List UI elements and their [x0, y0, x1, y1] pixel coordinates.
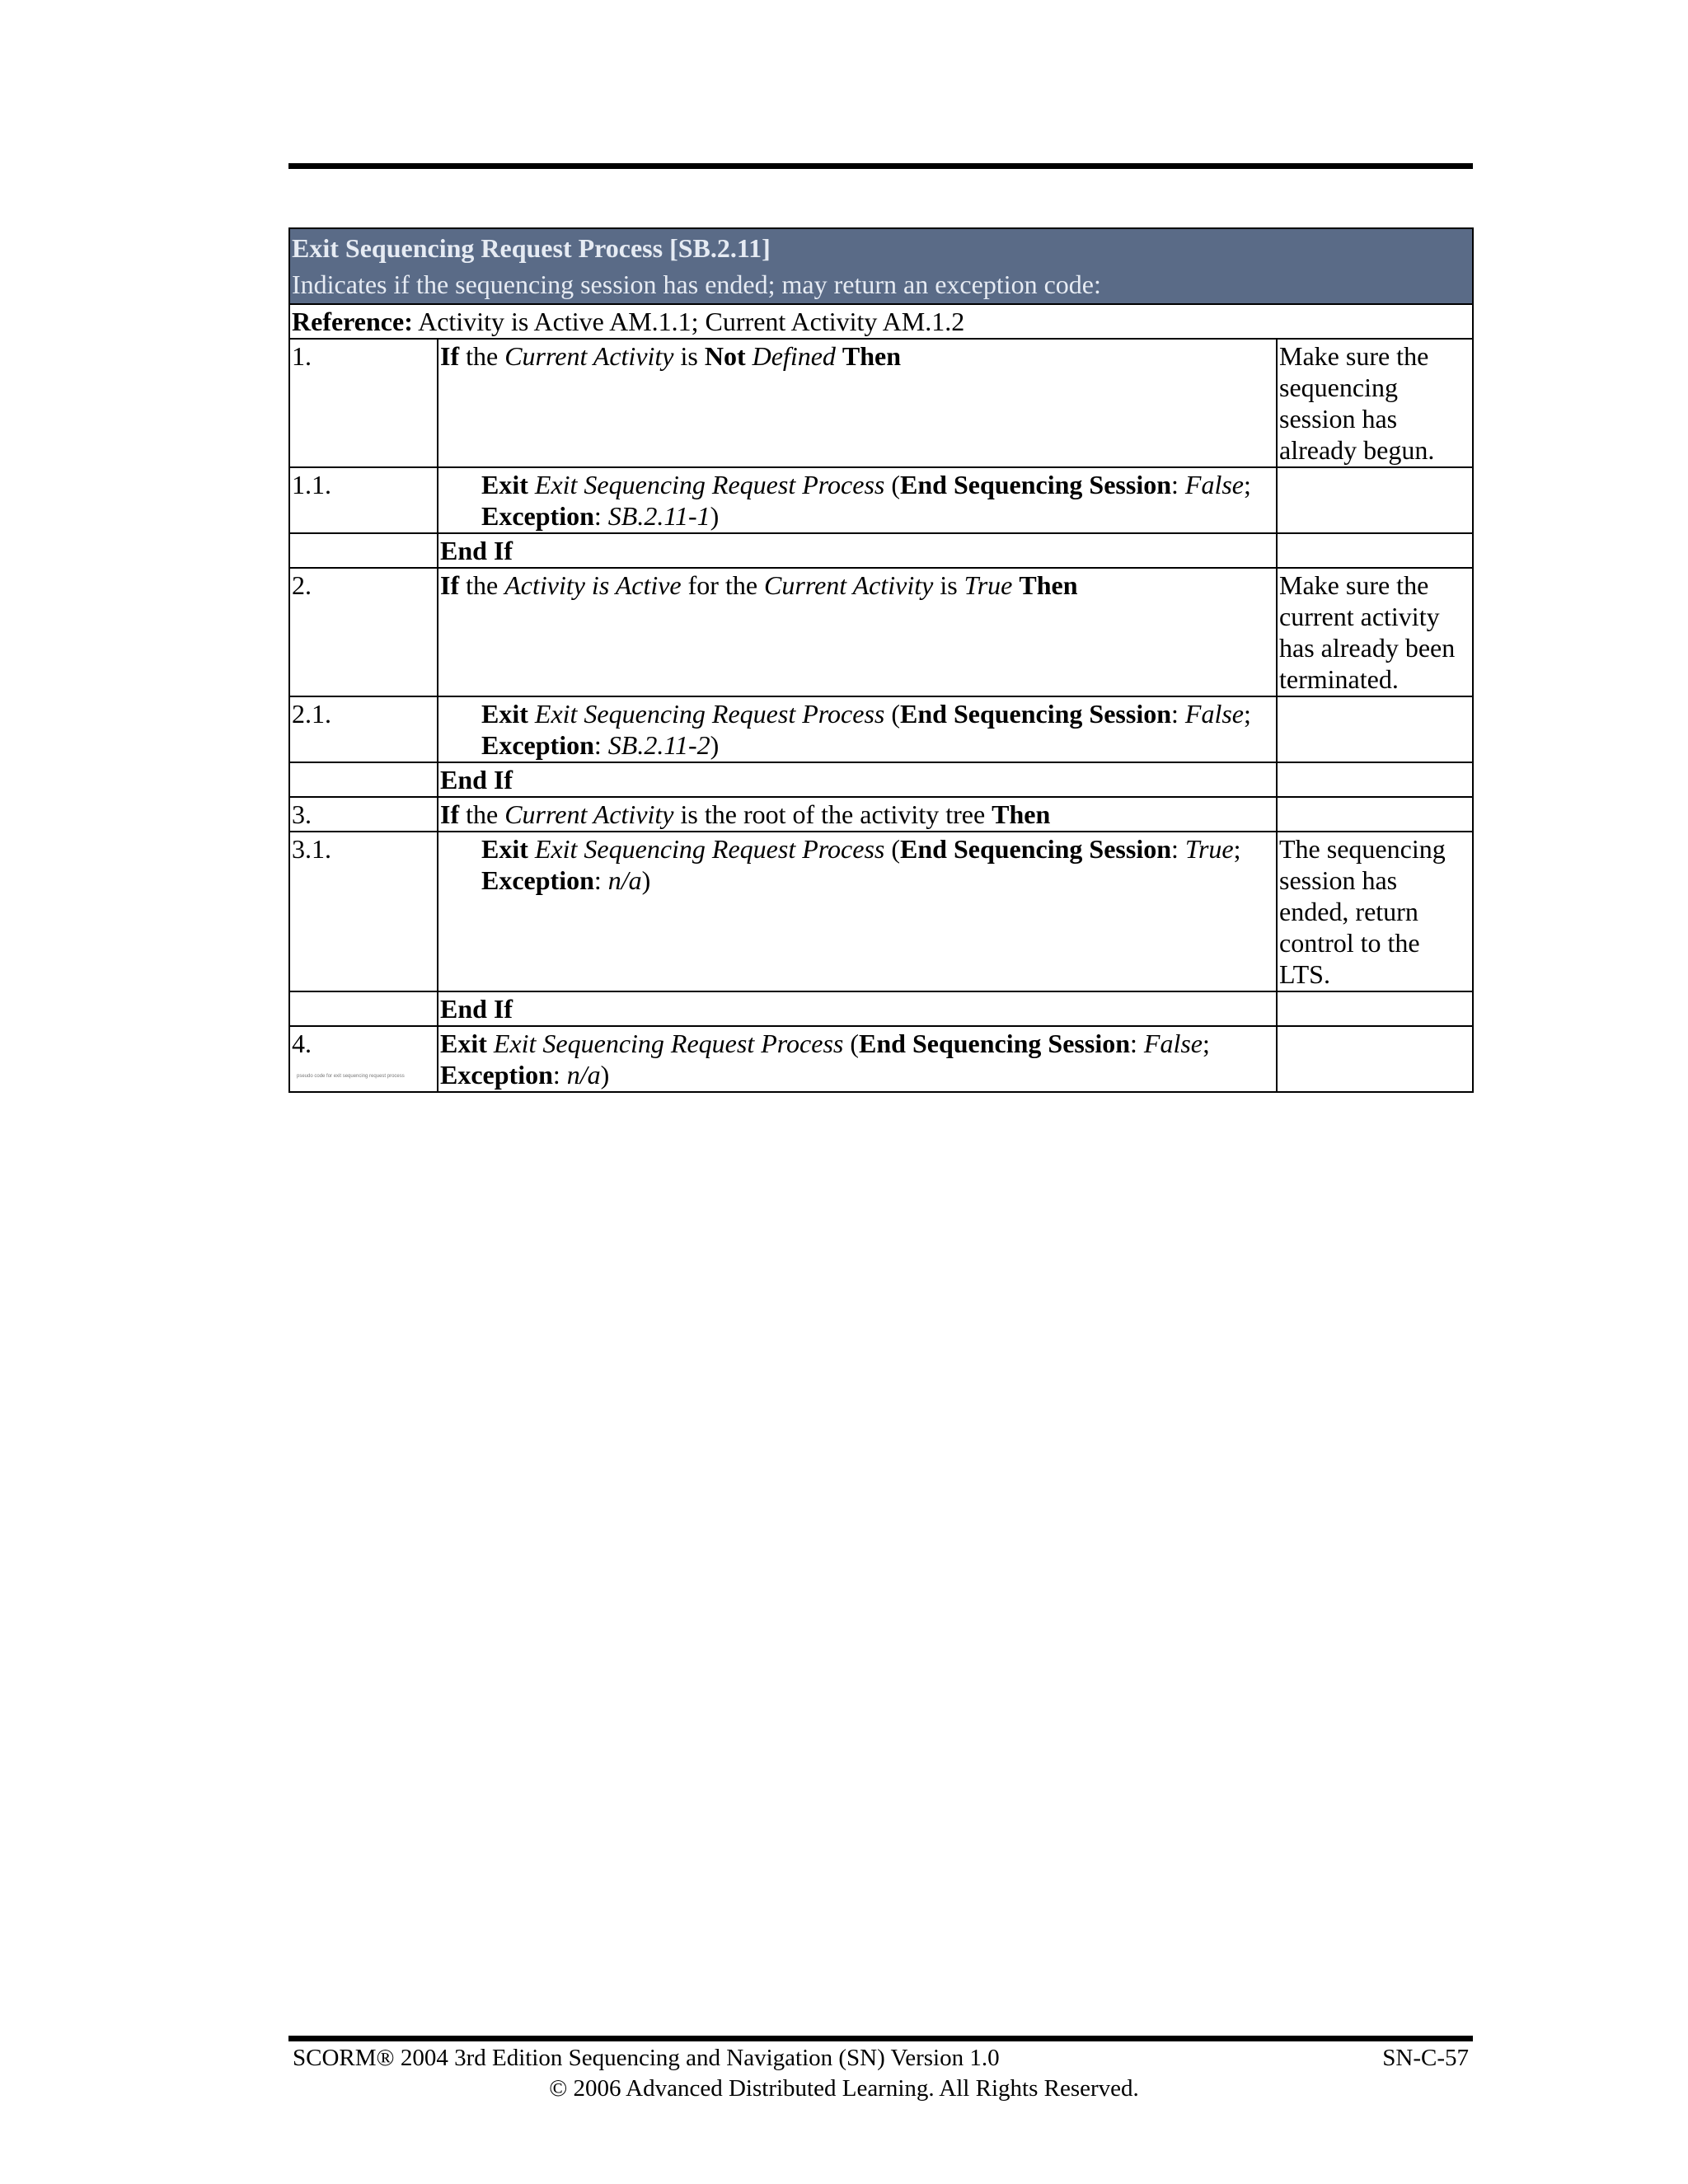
step-number: 1.: [289, 339, 438, 467]
step-text: If the Current Activity is the root of the activity tree Then: [438, 797, 1277, 832]
step-number: 1.1.: [289, 467, 438, 533]
table-row: [289, 762, 1473, 797]
step-note: [1277, 991, 1473, 1026]
header-row: [289, 228, 1473, 304]
process-description: Indicates if the sequencing session has ended; may return an exception code:: [292, 269, 1101, 299]
step-note: [1277, 696, 1473, 762]
exit-sequencing-request-process-table: [288, 227, 1474, 1093]
step-text: If the Current Activity is Not Defined Then: [438, 339, 1277, 467]
footer-page-number: SN-C-57: [1382, 2045, 1469, 2071]
step-text: End If: [438, 533, 1277, 568]
step-number: 4.: [289, 1026, 438, 1092]
reference-text: Activity is Active AM.1.1; Current Activity AM.1.2: [412, 307, 965, 336]
bottom-rule: [288, 2036, 1473, 2041]
table-header: [289, 228, 1473, 304]
step-note: [1277, 533, 1473, 568]
reference-cell: [289, 304, 1473, 339]
step-note: [1277, 797, 1473, 832]
step-text: Exit Exit Sequencing Request Process (End Sequencing Session: True; Exception: n/a): [438, 832, 1277, 991]
footer-copyright: © 2006 Advanced Distributed Learning. All Rights Reserved.: [549, 2075, 1139, 2102]
step-note: Make sure the current activity has already been terminated.: [1277, 568, 1473, 696]
step-text: If the Activity is Active for the Current Activity is True Then: [438, 568, 1277, 696]
step-text: End If: [438, 762, 1277, 797]
step-note: [1277, 1026, 1473, 1092]
step-number: [289, 533, 438, 568]
step-text: Exit Exit Sequencing Request Process (End Sequencing Session: False; Exception: SB.2.11-1): [438, 467, 1277, 533]
step-number: [289, 762, 438, 797]
top-rule: [288, 163, 1473, 169]
step-text: End If: [438, 991, 1277, 1026]
step-number: 2.: [289, 568, 438, 696]
step-number: 2.1.: [289, 696, 438, 762]
step-number: 3.: [289, 797, 438, 832]
table-row: [289, 568, 1473, 696]
table-row: [289, 339, 1473, 467]
step-note: Make sure the sequencing session has already begun.: [1277, 339, 1473, 467]
table-row: [289, 832, 1473, 991]
reference-label: Reference:: [292, 307, 413, 336]
step-text: Exit Exit Sequencing Request Process (End Sequencing Session: False; Exception: SB.2.11-2): [438, 696, 1277, 762]
table-row: [289, 1026, 1473, 1092]
table-row: [289, 467, 1473, 533]
reference-row: [289, 304, 1473, 339]
table-row: [289, 696, 1473, 762]
table-row: [289, 797, 1473, 832]
step-note: [1277, 762, 1473, 797]
step-text: Exit Exit Sequencing Request Process (End Sequencing Session: False; Exception: n/a): [438, 1026, 1277, 1092]
table-caption: pseudo code for exit sequencing request process: [297, 1074, 405, 1079]
table-row: [289, 533, 1473, 568]
step-number: 3.1.: [289, 832, 438, 991]
step-note: The sequencing session has ended, return control to the LTS.: [1277, 832, 1473, 991]
step-number: [289, 991, 438, 1026]
process-title: Exit Sequencing Request Process [SB.2.11]: [292, 233, 771, 263]
table-row: [289, 991, 1473, 1026]
footer-document-title: SCORM® 2004 3rd Edition Sequencing and Navigation (SN) Version 1.0: [293, 2045, 1000, 2071]
step-note: [1277, 467, 1473, 533]
